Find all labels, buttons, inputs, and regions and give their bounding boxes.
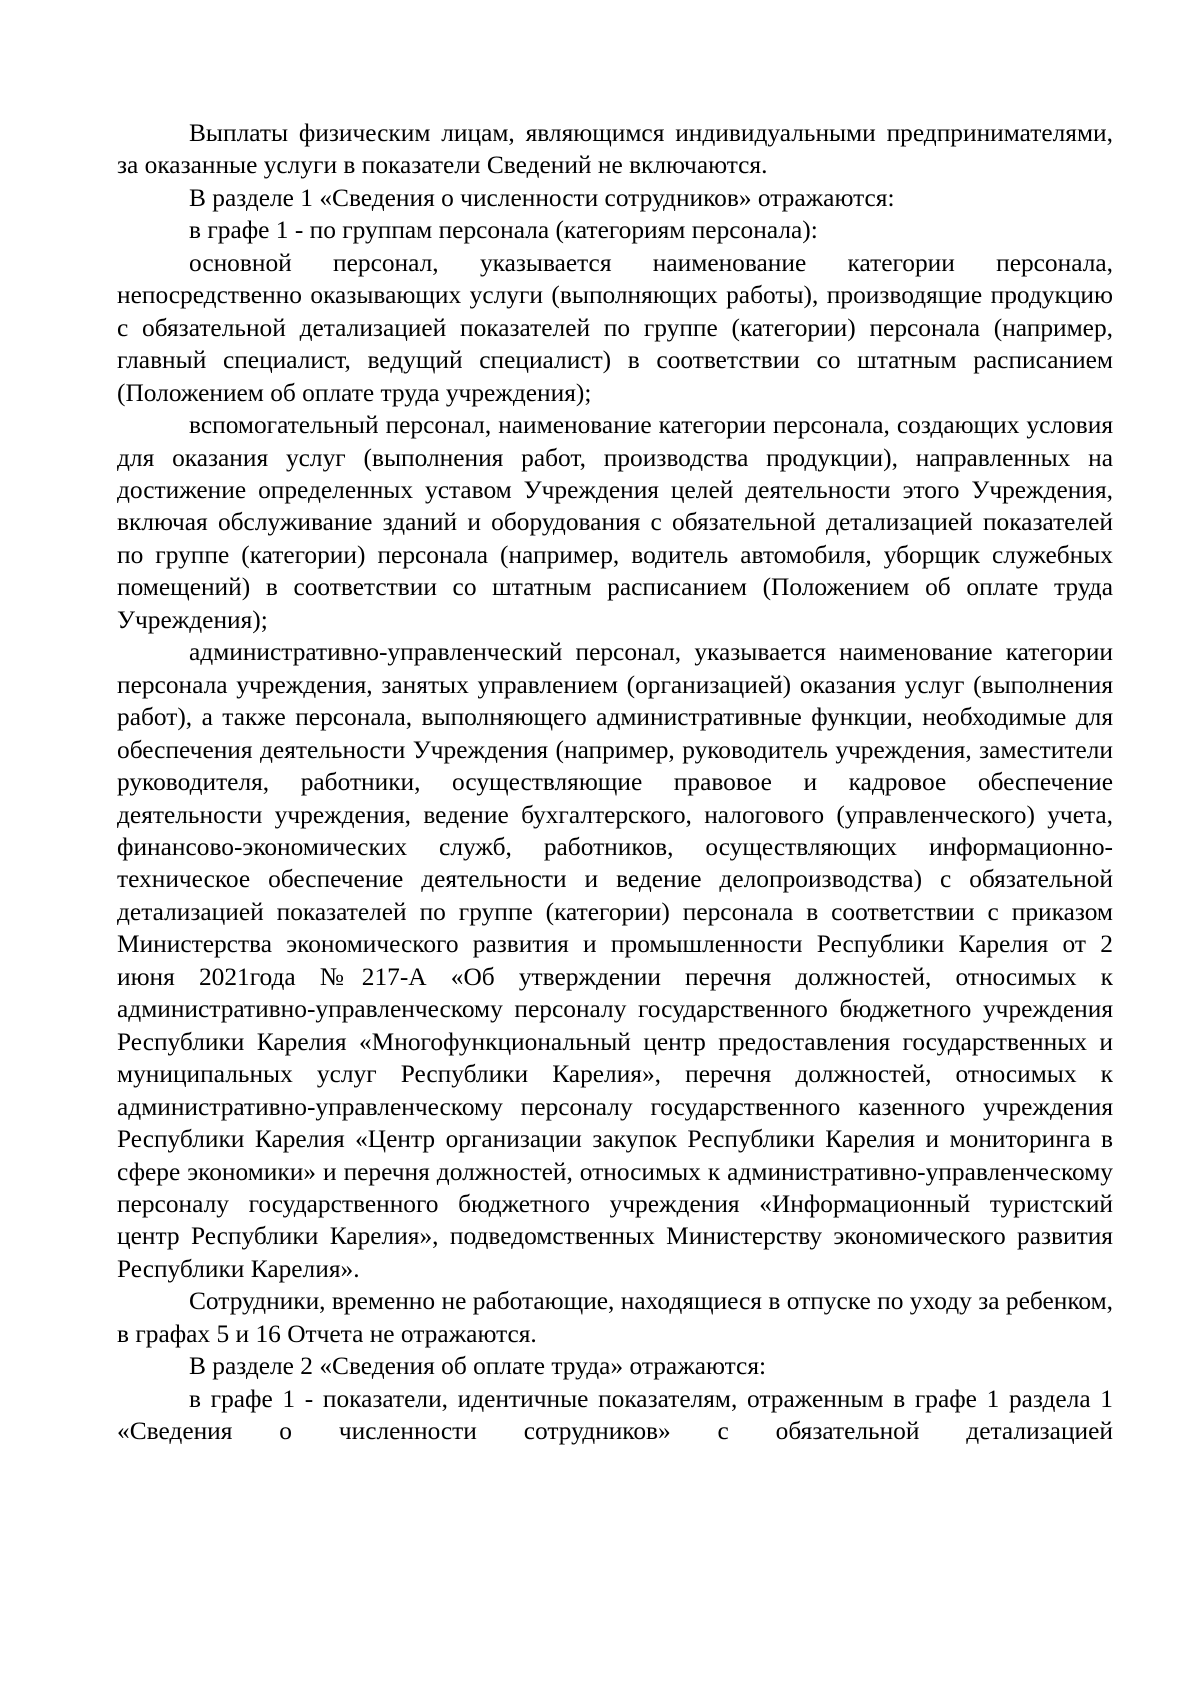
paragraph-section-1-heading: В разделе 1 «Сведения о численности сотрудников» отражаются: (189, 183, 895, 212)
paragraph-support-staff: вспомогательный персонал, наименование категории персонала, создающих условия для оказания услуг (выполнения работ, производства продукции), направленных на достижение определенных уставом Учреждения целей деятельности этого Учреждения, включая обслуживание зданий и оборудования с обязательной детализацией показателей по группе (категории) персонала (например, водитель автомобиля, уборщик служебных помещений) в соответствии со штатным расписанием (Положением об оплате труда Учреждения); (117, 411, 1113, 634)
paragraph-parental-leave: Сотрудники, временно не работающие, находящиеся в отпуске по уходу за ребенком, в графах 5 и 16 Отчета не отражаются. (117, 1287, 1113, 1348)
paragraph-section-2-heading: В разделе 2 «Сведения об оплате труда» отражаются: (189, 1352, 767, 1381)
document-body (117, 117, 1113, 1448)
paragraph-column-1-groups: в графе 1 - по группам персонала (категориям персонала): (189, 216, 818, 245)
paragraph-admin-staff: административно-управленческий персонал, указывается наименование категории персонала учреждения, занятых управлением (организацией) оказания услуг (выполнения работ), а также персонала, выполняющего административные функции, необходимые для обеспечения деятельности Учреждения (например, руководитель учреждения, заместители руководителя, работники, осуществляющие правовое и кадровое обеспечение деятельности учреждения, ведение бухгалтерского, налогового (управленческого) учета, финансово-экономических служб, работников, осуществляющих информационно-техническое обеспечение деятельности и ведение делопроизводства) с обязательной детализацией показателей по группе (категории) персонала в соответствии с приказом Министерства экономического развития и промышленности Республики Карелия от 2 июня 2021года №217-А «Об утверждении перечня должностей, относимых к административно-управленческому персоналу государственного бюджетного учреждения Республики Карелия «Многофункциональный центр предоставления государственных и муниципальных услуг Республики Карелия», перечня должностей, относимых к административно-управленческому персоналу государственного казенного учреждения Республики Карелия «Центр организации закупок Республики Карелия и мониторинга в сфере экономики» и перечня должностей, относимых к административно-управленческому персоналу государственного бюджетного учреждения «Информационный туристский центр Республики Карелия», подведомственных Министерству экономического развития Республики Карелия». (117, 638, 1113, 1283)
paragraph-main-staff: основной персонал, указывается наименование категории персонала, непосредственно оказывающих услуги (выполняющих работы), производящие продукцию с обязательной детализацией показателей по группе (категории) персонала (например, главный специалист, ведущий специалист) в соответствии со штатным расписанием (Положением об оплате труда учреждения); (117, 248, 1113, 407)
paragraph-ip-payments: Выплаты физическим лицам, являющимся индивидуальными предпринимателями, за оказанные услуги в показатели Сведений не включаются. (117, 119, 1113, 180)
paragraph-column-1-indicators: в графе 1 - показатели, идентичные показателям, отраженным в графе 1 раздела 1 «Сведения о численности сотрудников» с обязательной детализацией (117, 1384, 1113, 1446)
